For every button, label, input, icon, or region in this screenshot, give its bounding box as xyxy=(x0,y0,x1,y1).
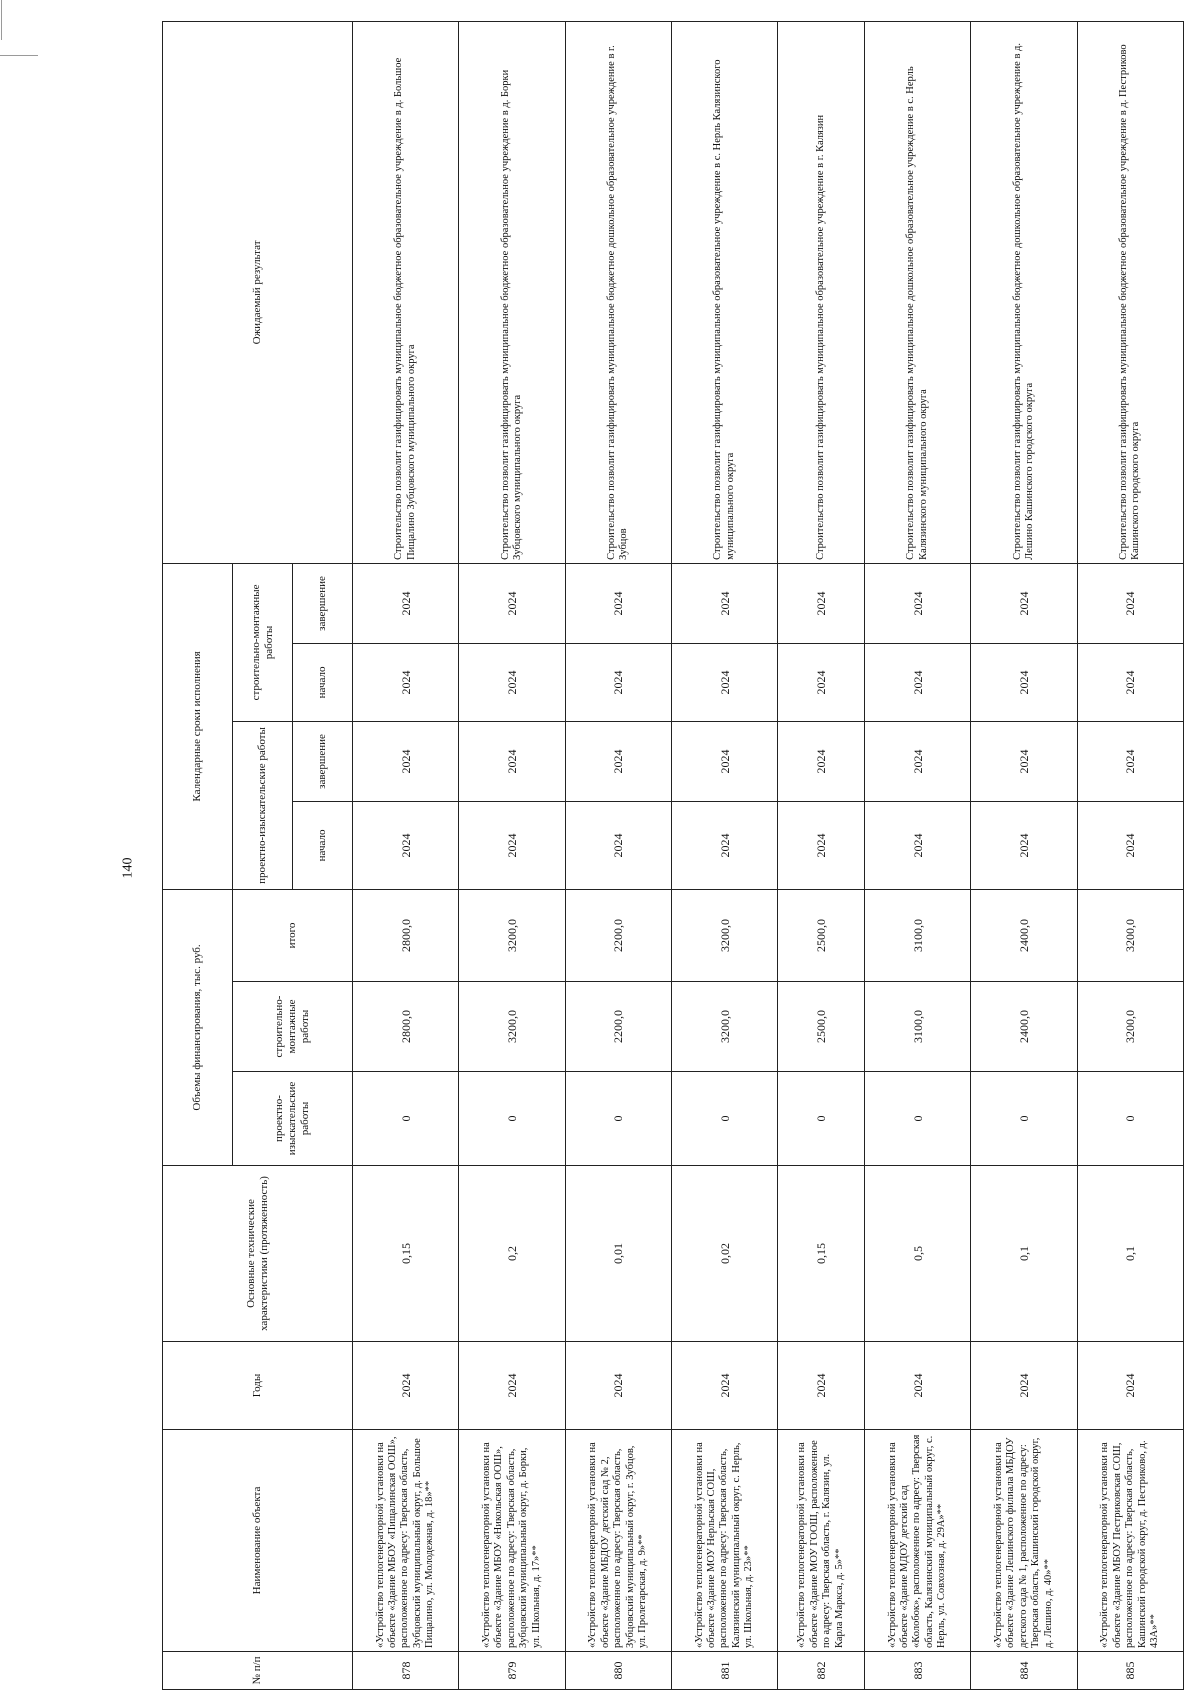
survey-end: 2024 xyxy=(353,721,459,801)
table-row xyxy=(778,21,865,1689)
total-amount: 2400,0 xyxy=(971,889,1077,981)
construction-end: 2024 xyxy=(778,563,865,643)
survey-amount: 0 xyxy=(565,1072,671,1166)
header-characteristics: Основные технические характеристики (протяженность) xyxy=(163,1166,353,1342)
survey-start: 2024 xyxy=(565,801,671,889)
header-total: итого xyxy=(233,889,353,981)
survey-start: 2024 xyxy=(459,801,565,889)
header-result: Ожидаемый результат xyxy=(163,21,353,563)
header-schedule-survey: проектно-изыскательские работы xyxy=(233,721,293,889)
construction-amount: 3100,0 xyxy=(864,982,970,1072)
row-number: 884 xyxy=(971,1652,1077,1690)
header-start: начало xyxy=(293,643,353,721)
survey-amount: 0 xyxy=(971,1072,1077,1166)
row-number: 879 xyxy=(459,1652,565,1690)
expected-result: Строительство позволит газифицировать муниципальное бюджетное дошкольное образовательное учреждение в д. Лешино Кашинского городского округа xyxy=(971,21,1077,563)
total-amount: 2800,0 xyxy=(353,889,459,981)
page-number: 140 xyxy=(120,857,136,879)
survey-end: 2024 xyxy=(778,721,865,801)
table-row xyxy=(864,21,970,1689)
expected-result: Строительство позволит газифицировать муниципальное образовательное учреждение в г. Калязин xyxy=(778,21,865,563)
survey-end: 2024 xyxy=(864,721,970,801)
header-start: начало xyxy=(293,801,353,889)
construction-amount: 2200,0 xyxy=(565,982,671,1072)
survey-start: 2024 xyxy=(671,801,777,889)
survey-end: 2024 xyxy=(565,721,671,801)
construction-end: 2024 xyxy=(864,563,970,643)
survey-amount: 0 xyxy=(459,1072,565,1166)
table-row xyxy=(565,21,671,1689)
length: 0,02 xyxy=(671,1166,777,1342)
year: 2024 xyxy=(565,1342,671,1430)
header-name: Наименование объекта xyxy=(163,1430,353,1652)
length: 0,01 xyxy=(565,1166,671,1342)
data-table-container xyxy=(162,42,1184,1690)
header-financing: Объемы финансирования, тыс. руб. xyxy=(163,889,233,1165)
survey-amount: 0 xyxy=(353,1072,459,1166)
table-row xyxy=(353,21,459,1689)
total-amount: 2500,0 xyxy=(778,889,865,981)
year: 2024 xyxy=(864,1342,970,1430)
year: 2024 xyxy=(353,1342,459,1430)
total-amount: 3200,0 xyxy=(459,889,565,981)
construction-amount: 2500,0 xyxy=(778,982,865,1072)
survey-amount: 0 xyxy=(671,1072,777,1166)
survey-start: 2024 xyxy=(1077,801,1183,889)
expected-result: Строительство позволит газифицировать муниципальное бюджетное образовательное учреждение в д. Большое Пищалино Зубцовского муниципального округа xyxy=(353,21,459,563)
construction-start: 2024 xyxy=(971,643,1077,721)
object-name: «Устройство теплогенераторной установки на объекте «Здание МБОУ «Никольская ООШ», расположенное по адресу: Тверская область, Зубцовский муниципальный округ, д. Борки, ул. Школьная, д. 17»** xyxy=(459,1430,565,1652)
construction-start: 2024 xyxy=(671,643,777,721)
total-amount: 3200,0 xyxy=(671,889,777,981)
objects-table xyxy=(162,21,1184,1690)
total-amount: 2200,0 xyxy=(565,889,671,981)
construction-end: 2024 xyxy=(1077,563,1183,643)
expected-result: Строительство позволит газифицировать муниципальное дошкольное образовательное учреждение в с. Нерль Калязинского муниципального округа xyxy=(864,21,970,563)
survey-start: 2024 xyxy=(778,801,865,889)
construction-amount: 3200,0 xyxy=(1077,982,1183,1072)
object-name: «Устройство теплогенераторной установки на объекте «Здание МОУ ГООШ, расположенное по адресу: Тверская область, г. Калязин, ул. Карла Маркса, д. 5»** xyxy=(778,1430,865,1652)
row-number: 880 xyxy=(565,1652,671,1690)
construction-amount: 2800,0 xyxy=(353,982,459,1072)
length: 0,2 xyxy=(459,1166,565,1342)
construction-end: 2024 xyxy=(971,563,1077,643)
construction-end: 2024 xyxy=(459,563,565,643)
length: 0,1 xyxy=(1077,1166,1183,1342)
table-body xyxy=(353,21,1184,1689)
header-schedule: Календарные сроки исполнения xyxy=(163,563,233,889)
survey-start: 2024 xyxy=(971,801,1077,889)
header-construction-work: строительно-монтажные работы xyxy=(233,982,353,1072)
construction-end: 2024 xyxy=(671,563,777,643)
row-number: 883 xyxy=(864,1652,970,1690)
year: 2024 xyxy=(778,1342,865,1430)
construction-start: 2024 xyxy=(778,643,865,721)
header-survey-work: проектно-изыскательские работы xyxy=(233,1072,353,1166)
survey-start: 2024 xyxy=(353,801,459,889)
year: 2024 xyxy=(971,1342,1077,1430)
year: 2024 xyxy=(459,1342,565,1430)
survey-end: 2024 xyxy=(971,721,1077,801)
construction-end: 2024 xyxy=(565,563,671,643)
survey-end: 2024 xyxy=(671,721,777,801)
survey-start: 2024 xyxy=(864,801,970,889)
survey-amount: 0 xyxy=(1077,1072,1183,1166)
object-name: «Устройство теплогенераторной установки на объекте «Здание Лешинского филиала МБДОУ детского сада № 1, расположенное по адресу: Тверская область, Кашинский городской округ, д. Лешино, д. 40»** xyxy=(971,1430,1077,1652)
length: 0,15 xyxy=(353,1166,459,1342)
table-row xyxy=(459,21,565,1689)
table-row xyxy=(1077,21,1183,1689)
object-name: «Устройство теплогенераторной установки на объекте «Здание МОУ Нерльская СОШ, расположенное по адресу: Тверская область, Калязинский муниципальный округ, с. Нерль, ул. Школьная, д. 23»** xyxy=(671,1430,777,1652)
construction-start: 2024 xyxy=(864,643,970,721)
construction-start: 2024 xyxy=(353,643,459,721)
header-years: Годы xyxy=(163,1342,353,1430)
row-number: 882 xyxy=(778,1652,865,1690)
survey-end: 2024 xyxy=(459,721,565,801)
length: 0,1 xyxy=(971,1166,1077,1342)
row-number: 885 xyxy=(1077,1652,1183,1690)
expected-result: Строительство позволит газифицировать муниципальное бюджетное образовательное учреждение в д. Борки Зубцовского муниципального округа xyxy=(459,21,565,563)
construction-amount: 3200,0 xyxy=(459,982,565,1072)
header-num: № п/п xyxy=(163,1652,353,1690)
expected-result: Строительство позволит газифицировать муниципальное бюджетное образовательное учреждение в д. Пестриково Кашинского городского округа xyxy=(1077,21,1183,563)
year: 2024 xyxy=(1077,1342,1183,1430)
header-end: завершение xyxy=(293,721,353,801)
survey-amount: 0 xyxy=(864,1072,970,1166)
construction-start: 2024 xyxy=(565,643,671,721)
table-row xyxy=(671,21,777,1689)
total-amount: 3100,0 xyxy=(864,889,970,981)
total-amount: 3200,0 xyxy=(1077,889,1183,981)
expected-result: Строительство позволит газифицировать муниципальное бюджетное дошкольное образовательное учреждение в г. Зубцов xyxy=(565,21,671,563)
object-name: «Устройство теплогенераторной установки на объекте «Здание МДОУ детский сад «Колобок», расположенное по адресу: Тверская область, Калязинский муниципальный округ, с. Нерль, ул. Совхозная, д. 29А»** xyxy=(864,1430,970,1652)
table-row xyxy=(971,21,1077,1689)
construction-end: 2024 xyxy=(353,563,459,643)
object-name: «Устройство теплогенераторной установки на объекте «Здание МБДОУ детский сад № 2, расположенное по адресу: Тверская область, Зубцовский муниципальный округ, г. Зубцов, ул. Пролетарская, д. 9»** xyxy=(565,1430,671,1652)
survey-amount: 0 xyxy=(778,1072,865,1166)
row-number: 881 xyxy=(671,1652,777,1690)
year: 2024 xyxy=(671,1342,777,1430)
survey-end: 2024 xyxy=(1077,721,1183,801)
object-name: «Устройство теплогенераторной установки на объекте «Здание МБОУ «Пищалинская ООШ», расположенное по адресу: Тверская область, Зубцовский муниципальный округ, д. Большое Пищалино, ул. Молодежная, д. 18»** xyxy=(353,1430,459,1652)
construction-amount: 3200,0 xyxy=(671,982,777,1072)
construction-start: 2024 xyxy=(459,643,565,721)
length: 0,5 xyxy=(864,1166,970,1342)
construction-amount: 2400,0 xyxy=(971,982,1077,1072)
header-end: завершение xyxy=(293,563,353,643)
length: 0,15 xyxy=(778,1166,865,1342)
construction-start: 2024 xyxy=(1077,643,1183,721)
expected-result: Строительство позволит газифицировать муниципальное образовательное учреждение в с. Нерль Калязинского муниципального округа xyxy=(671,21,777,563)
row-number: 878 xyxy=(353,1652,459,1690)
object-name: «Устройство теплогенераторной установки на объекте «Здание МБОУ Пестриковская СОШ, расположенное по адресу: Тверская область, Кашинский городской округ, д. Пестриково, д. 43А»** xyxy=(1077,1430,1183,1652)
header-schedule-construction: строительно-монтажные работы xyxy=(233,563,293,721)
